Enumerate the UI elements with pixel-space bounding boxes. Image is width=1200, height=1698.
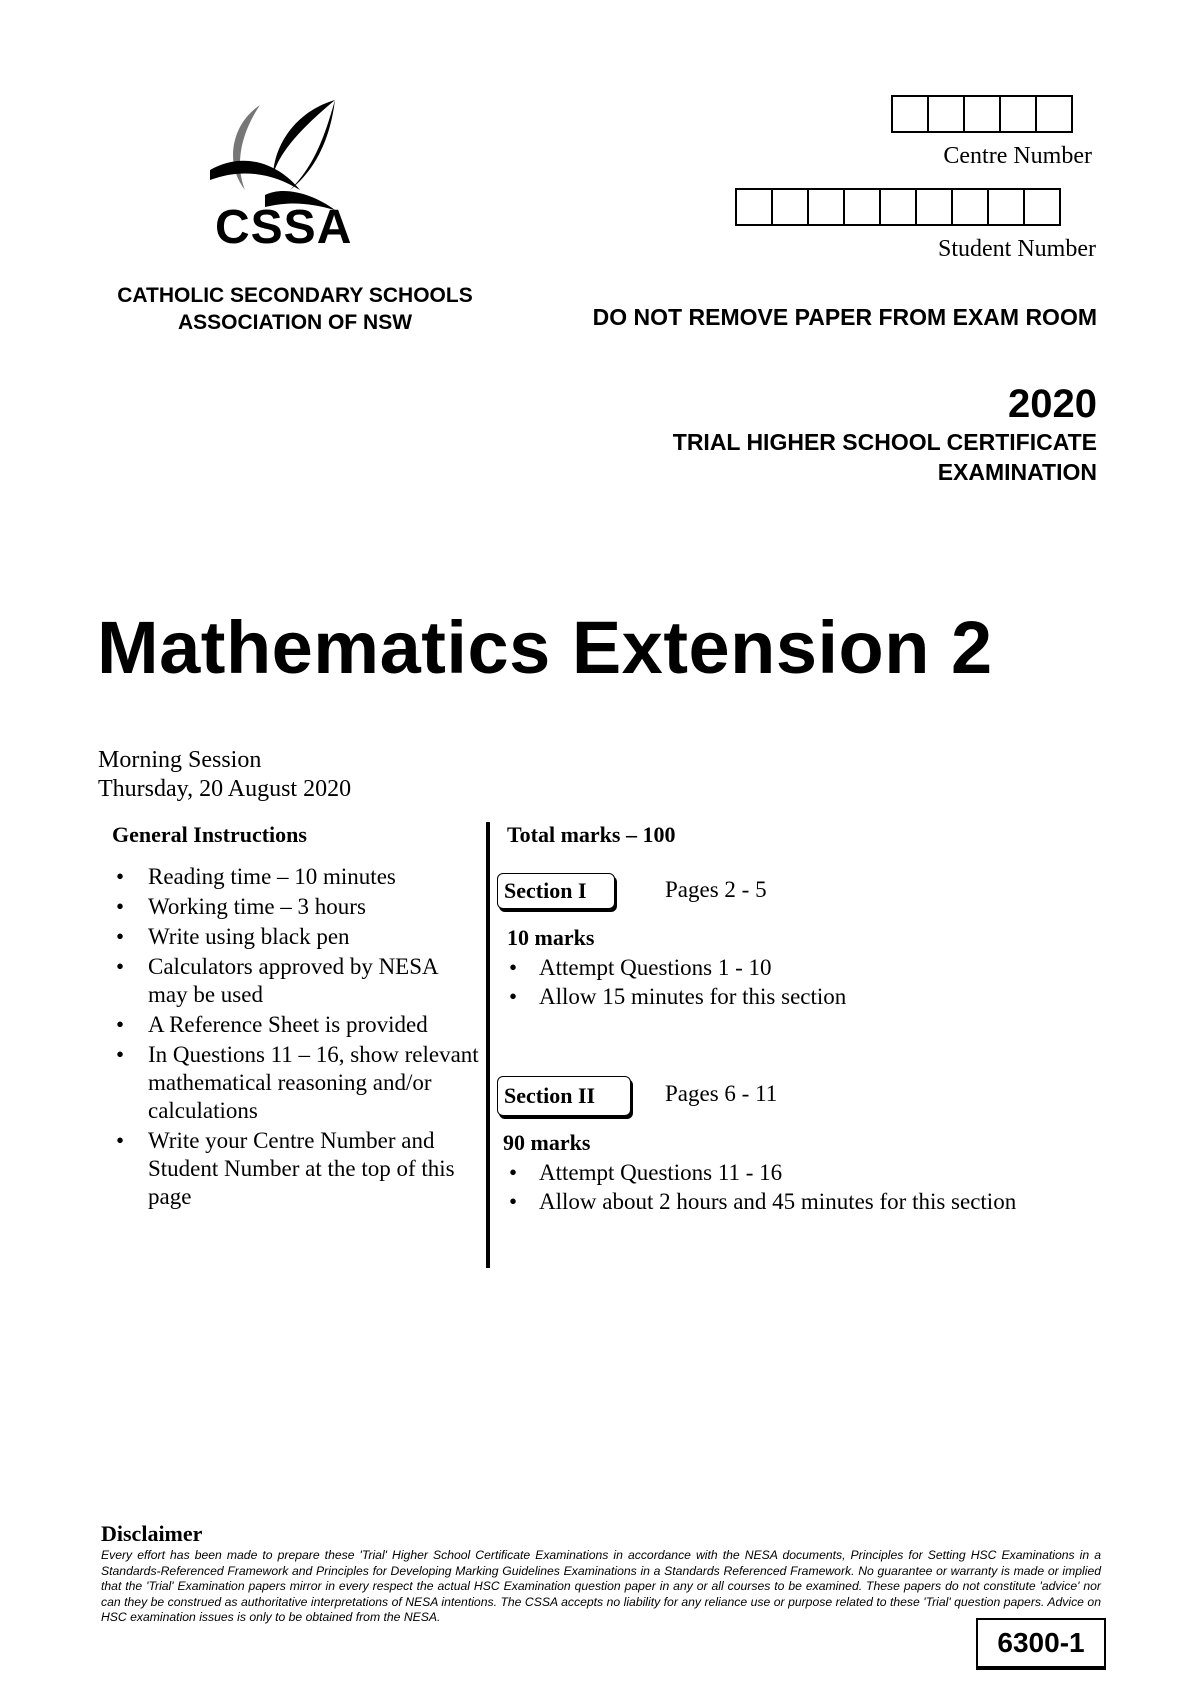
section-2-label: Section II <box>497 1076 631 1116</box>
exam-room-notice: DO NOT REMOVE PAPER FROM EXAM ROOM <box>592 304 1097 330</box>
session-info <box>98 746 351 804</box>
list-item: • Write your Centre Number and Student Number at the top of this page <box>112 1127 482 1211</box>
list-item: • Allow 15 minutes for this section <box>507 982 846 1011</box>
list-item: • Allow about 2 hours and 45 minutes for this section <box>507 1187 1016 1216</box>
session-time: Morning Session <box>98 747 262 773</box>
exam-year: 2020 <box>1008 382 1097 426</box>
section-1-marks: 10 marks <box>507 925 595 950</box>
list-item: • A Reference Sheet is provided <box>112 1011 482 1039</box>
page-title: Mathematics Extension 2 <box>97 606 993 689</box>
section-1-pages: Pages 2 - 5 <box>665 877 767 902</box>
column-divider <box>486 822 490 1268</box>
list-item: • In Questions 11 – 16, show relevant mathematical reasoning and/or calculations <box>112 1041 482 1125</box>
section-1-list <box>507 953 846 1011</box>
section-2-marks: 90 marks <box>503 1130 591 1155</box>
general-instructions-list <box>112 863 482 1213</box>
list-item: • Write using black pen <box>112 923 482 951</box>
section-2-pages: Pages 6 - 11 <box>665 1081 778 1106</box>
section-2-list <box>507 1158 1016 1216</box>
association-name: CATHOLIC SECONDARY SCHOOLS ASSOCIATION OF NSW <box>117 284 473 334</box>
general-instructions-heading: General Instructions <box>112 822 307 847</box>
centre-number-label: Centre Number <box>943 143 1092 169</box>
disclaimer-heading: Disclaimer <box>101 1521 203 1546</box>
paper-code: 6300-1 <box>976 1618 1106 1670</box>
section-1-label: Section I <box>497 873 615 909</box>
centre-number-boxes[interactable] <box>893 95 1073 133</box>
disclaimer-text: Every effort has been made to prepare these 'Trial' Higher School Certificate Examinations in accordance with the NESA documents, Principles for Setting HSC Examinations in a Standards-Referenced Framework and Principles for Developing Marking Guidelines Examinations in a Standards Referenced Framework. No guarantee or warranty is made or implied that the 'Trial' Examination papers mirror in every respect the actual HSC Examination question paper in any or all courses to be examined. These papers do not constitute 'advice' nor can they be construed as authoritative interpretations of NESA intentions. The CSSA accepts no liability for any reliance use or purpose related to these 'Trial' question papers. Advice on HSC examination issues is only to be obtained from the NESA. <box>101 1548 1101 1624</box>
list-item: • Calculators approved by NESA may be used <box>112 953 482 1009</box>
logo-text: CSSA <box>215 201 353 254</box>
total-marks: Total marks – 100 <box>507 822 676 847</box>
list-item: • Attempt Questions 1 - 10 <box>507 953 846 982</box>
student-number-label: Student Number <box>938 236 1096 262</box>
exam-type: TRIAL HIGHER SCHOOL CERTIFICATE EXAMINATION <box>672 429 1097 485</box>
list-item: • Working time – 3 hours <box>112 893 482 921</box>
session-date: Thursday, 20 August 2020 <box>98 776 352 802</box>
list-item: • Reading time – 10 minutes <box>112 863 482 891</box>
student-number-boxes[interactable] <box>737 188 1061 226</box>
list-item: • Attempt Questions 11 - 16 <box>507 1158 1016 1187</box>
